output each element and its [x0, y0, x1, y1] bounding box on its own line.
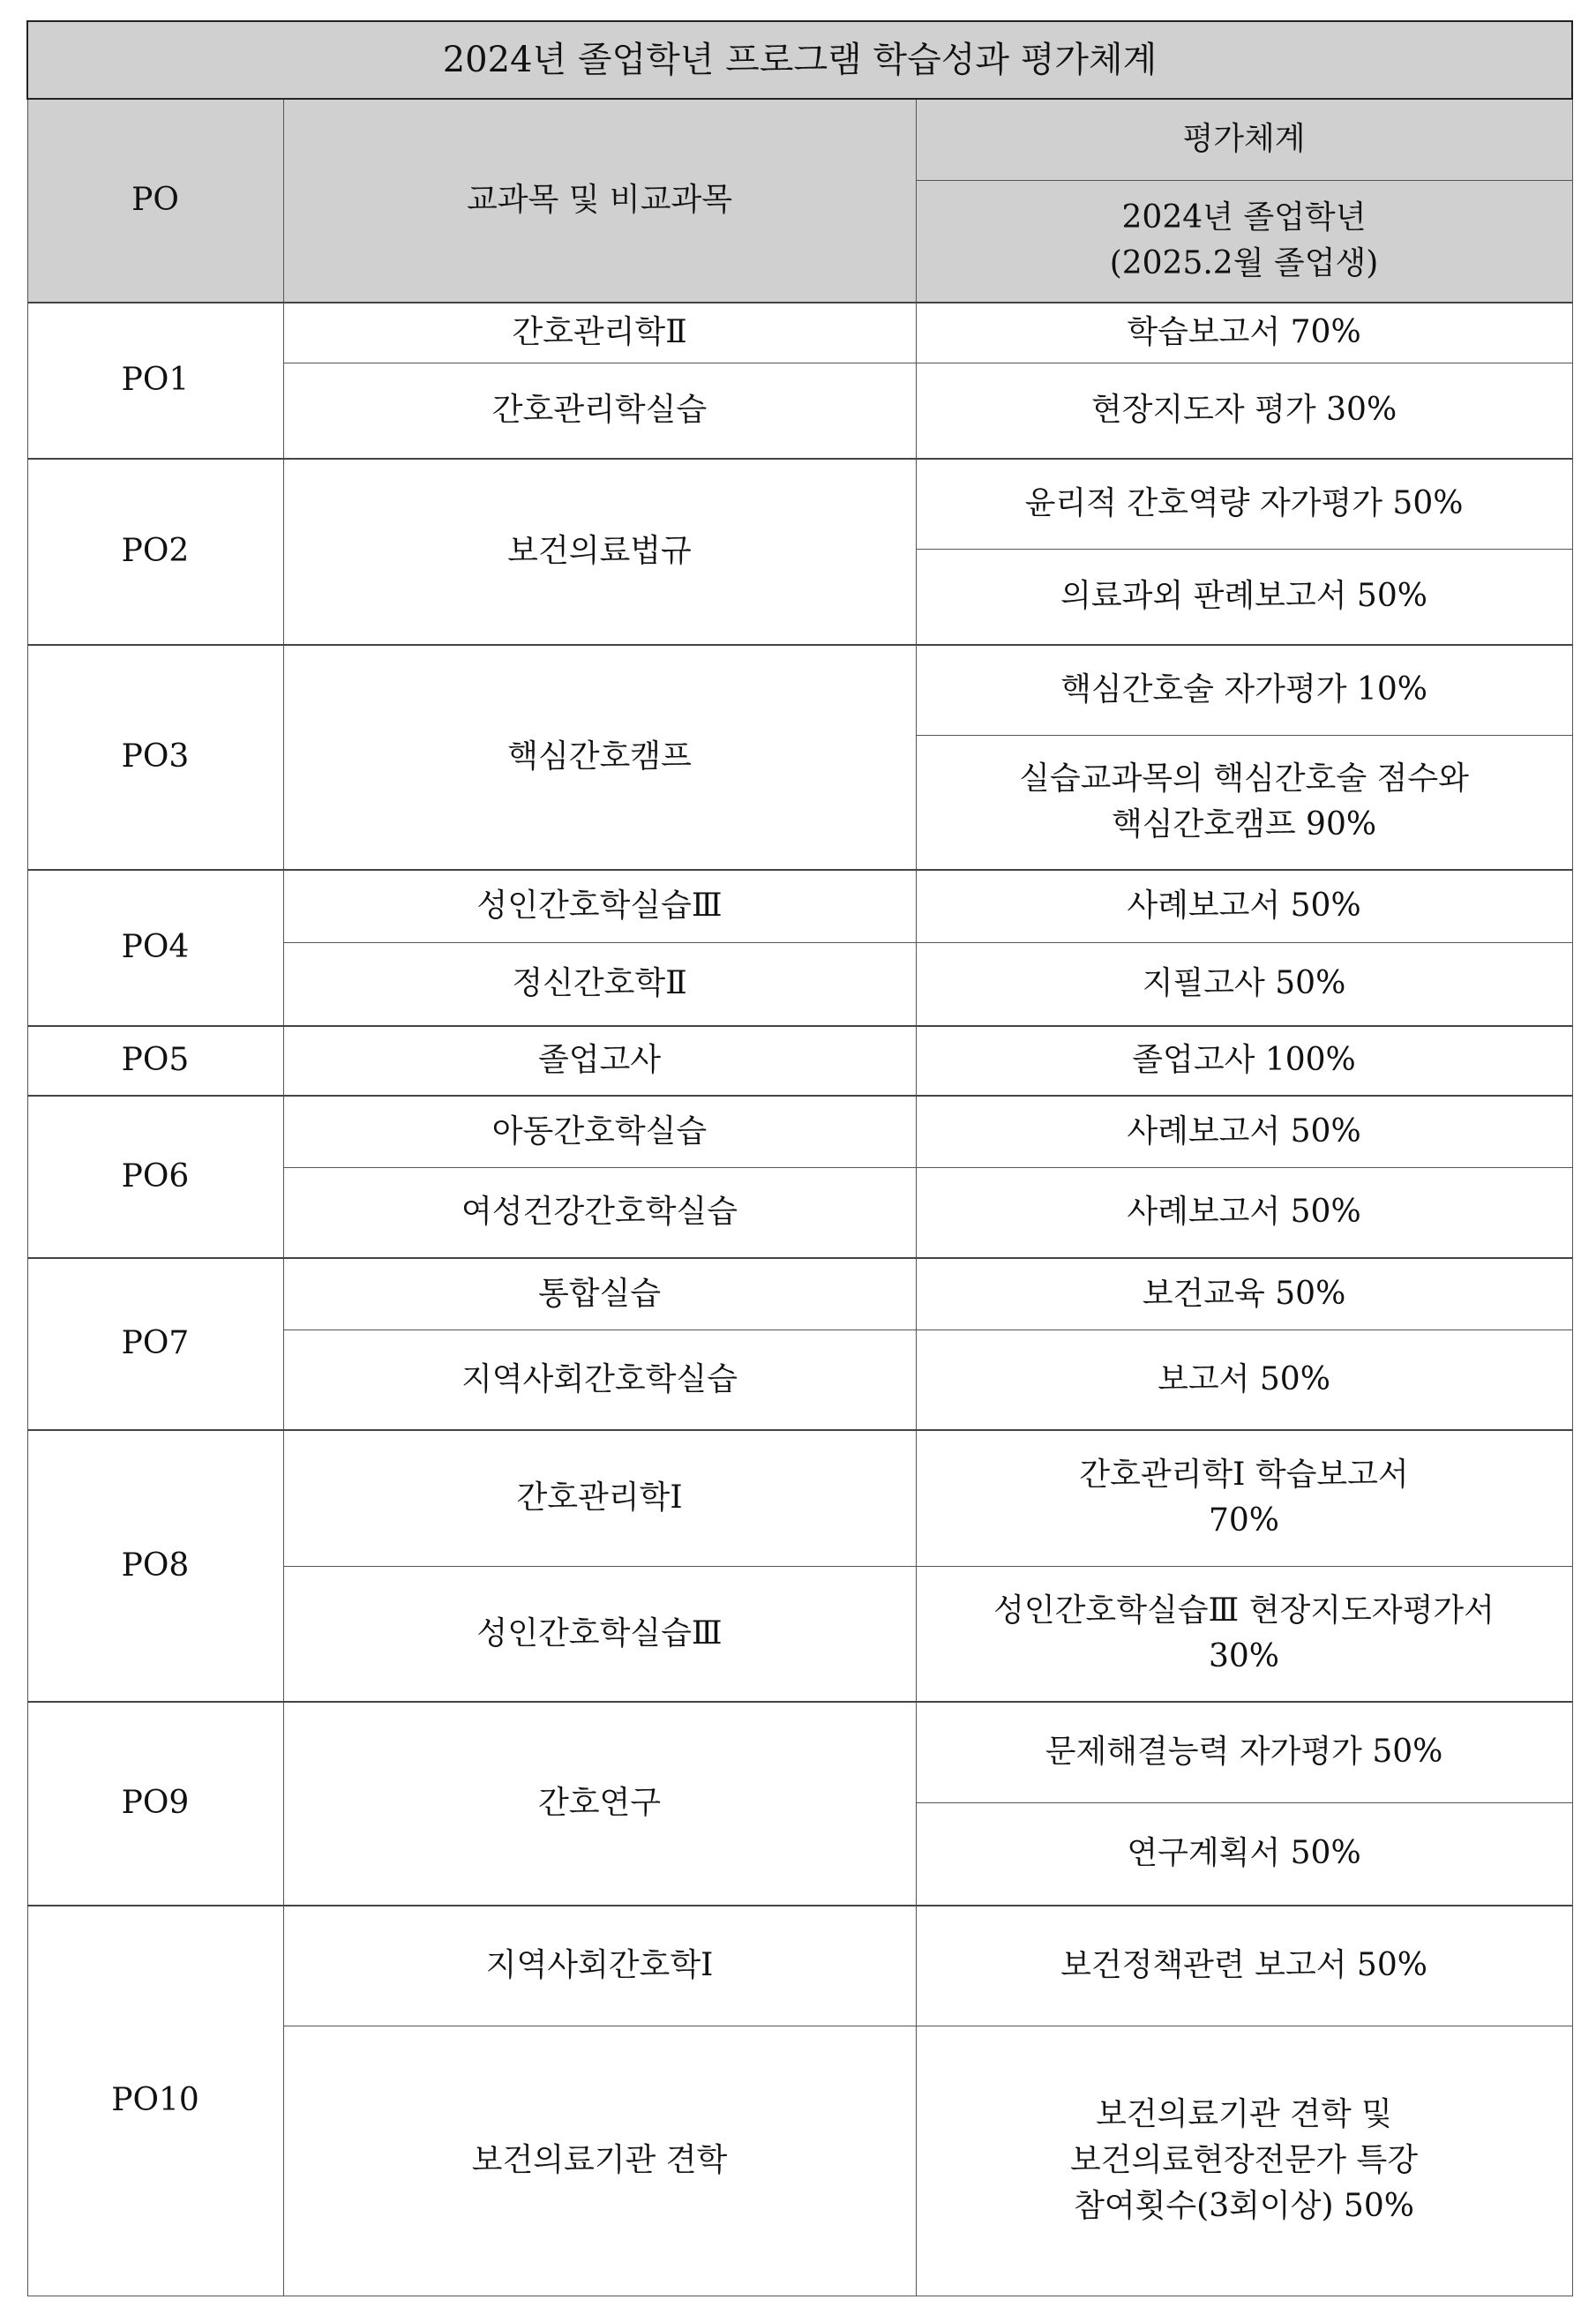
header-eval: 평가체계	[916, 99, 1572, 180]
eval-line: 연구계획서 50%	[1127, 1835, 1361, 1872]
eval-cell	[916, 735, 1572, 870]
eval-cell	[916, 1258, 1572, 1330]
table-row	[27, 303, 1572, 363]
course-cell: 핵심간호캠프	[283, 645, 916, 870]
eval-line: 보건정책관련 보고서 50%	[1060, 1947, 1427, 1984]
table-title: 2024년 졸업학년 프로그램 학습성과 평가체계	[27, 21, 1572, 99]
header-year-line: (2025.2월 졸업생)	[1109, 245, 1379, 282]
course-cell: 보건의료기관 견학	[283, 2026, 916, 2296]
course-cell: 정신간호학Ⅱ	[283, 942, 916, 1026]
course-cell: 간호연구	[283, 1702, 916, 1906]
po-cell: PO3	[27, 645, 283, 870]
eval-line: 사례보고서 50%	[1127, 888, 1361, 925]
course-cell: 간호관리학Ⅰ	[283, 1430, 916, 1566]
course-cell: 간호관리학Ⅱ	[283, 303, 916, 363]
eval-line: 보건교육 50%	[1142, 1275, 1346, 1312]
course-cell: 간호관리학실습	[283, 363, 916, 459]
eval-line: 30%	[1209, 1637, 1280, 1674]
table-row	[27, 459, 1572, 549]
course-cell: 아동간호학실습	[283, 1096, 916, 1167]
eval-line: 보고서 50%	[1158, 1360, 1330, 1397]
po-cell: PO1	[27, 303, 283, 459]
eval-line: 핵심간호술 자가평가 10%	[1060, 671, 1427, 708]
eval-line: 사례보고서 50%	[1127, 1194, 1361, 1231]
eval-line: 간호관리학I 학습보고서	[1079, 1457, 1409, 1494]
eval-cell	[916, 1906, 1572, 2026]
po-cell: PO8	[27, 1430, 283, 1702]
eval-cell	[916, 1566, 1572, 1702]
table-row	[27, 1430, 1572, 1566]
table-row	[27, 645, 1572, 735]
eval-cell	[916, 1167, 1572, 1258]
eval-cell	[916, 870, 1572, 942]
eval-cell	[916, 2026, 1572, 2296]
table-row	[27, 1702, 1572, 1802]
eval-cell	[916, 1702, 1572, 1802]
eval-cell	[916, 1430, 1572, 1566]
header-year	[916, 180, 1572, 303]
header-year-line: 2024년 졸업학년	[1121, 199, 1367, 236]
eval-line: 졸업고사 100%	[1132, 1042, 1356, 1079]
course-cell: 여성건강간호학실습	[283, 1167, 916, 1258]
evaluation-table	[26, 20, 1573, 2296]
course-cell: 성인간호학실습Ⅲ	[283, 1566, 916, 1702]
eval-line: 윤리적 간호역량 자가평가 50%	[1024, 485, 1464, 522]
table-row	[27, 1906, 1572, 2026]
po-cell: PO6	[27, 1096, 283, 1258]
course-cell: 보건의료법규	[283, 459, 916, 645]
po-cell: PO5	[27, 1026, 283, 1096]
eval-line: 현장지도자 평가 30%	[1090, 392, 1397, 429]
header-po: PO	[27, 99, 283, 303]
eval-cell	[916, 1096, 1572, 1167]
table-row	[27, 870, 1572, 942]
po-cell: PO4	[27, 870, 283, 1026]
eval-line: 의료과외 판례보고서 50%	[1060, 578, 1427, 615]
course-cell: 지역사회간호학Ⅰ	[283, 1906, 916, 2026]
eval-line: 학습보고서 70%	[1127, 314, 1361, 351]
eval-cell	[916, 942, 1572, 1026]
course-cell: 성인간호학실습Ⅲ	[283, 870, 916, 942]
table-row	[27, 1026, 1572, 1096]
eval-line: 사례보고서 50%	[1127, 1112, 1361, 1150]
eval-cell	[916, 1802, 1572, 1906]
eval-cell	[916, 1026, 1572, 1096]
header-course: 교과목 및 비교과목	[283, 99, 916, 303]
eval-cell	[916, 549, 1572, 645]
eval-cell	[916, 303, 1572, 363]
eval-line: 70%	[1209, 1502, 1280, 1539]
eval-cell	[916, 1330, 1572, 1430]
course-cell: 통합실습	[283, 1258, 916, 1330]
course-cell: 지역사회간호학실습	[283, 1330, 916, 1430]
po-cell: PO7	[27, 1258, 283, 1430]
table-row	[27, 1258, 1572, 1330]
table-row	[27, 1096, 1572, 1167]
eval-line: 성인간호학실습Ⅲ 현장지도자평가서	[993, 1592, 1495, 1629]
eval-line: 지필고사 50%	[1142, 965, 1346, 1002]
eval-line: 핵심간호캠프 90%	[1111, 806, 1377, 843]
eval-line: 보건의료기관 견학 및	[1096, 2095, 1392, 2132]
eval-cell	[916, 363, 1572, 459]
course-cell: 졸업고사	[283, 1026, 916, 1096]
po-cell: PO10	[27, 1906, 283, 2296]
eval-line: 실습교과목의 핵심간호술 점수와	[1019, 760, 1469, 798]
eval-line: 문제해결능력 자가평가 50%	[1045, 1734, 1443, 1771]
eval-cell	[916, 645, 1572, 735]
eval-line: 보건의료현장전문가 특강	[1070, 2141, 1418, 2178]
eval-cell	[916, 459, 1572, 549]
po-cell: PO9	[27, 1702, 283, 1906]
po-cell: PO2	[27, 459, 283, 645]
eval-line: 참여횟수(3회이상) 50%	[1074, 2188, 1414, 2225]
